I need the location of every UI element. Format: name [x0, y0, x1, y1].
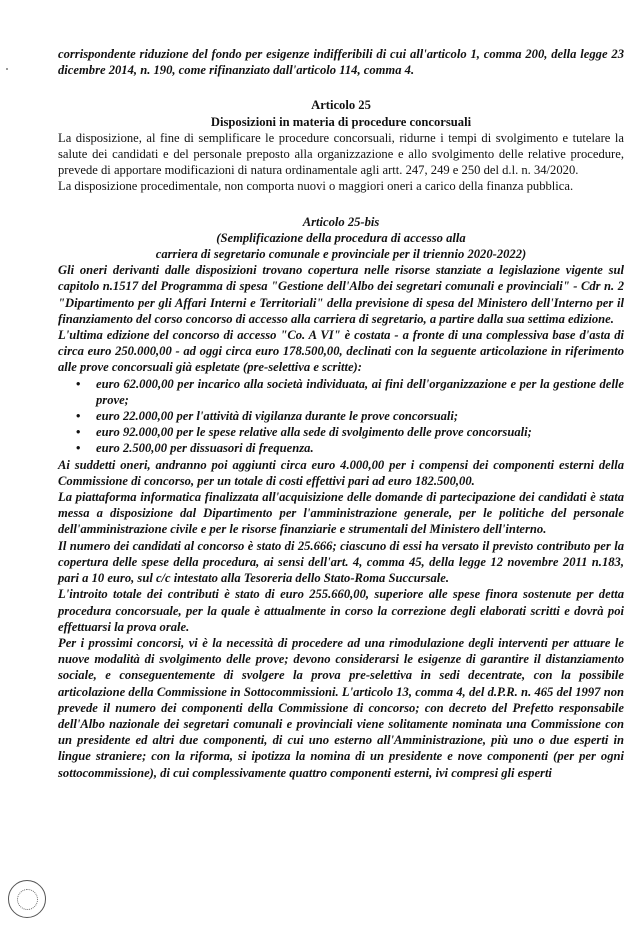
bullet-icon: •: [76, 441, 81, 456]
bullet-icon: •: [76, 409, 81, 424]
bullet-icon: •: [76, 425, 81, 440]
document-page: [58, 46, 624, 781]
intro-paragraph: corrispondente riduzione del fondo per esigenze indifferibili di cui all'articolo 1, comma 200, della legge 23 dicembre 2014, n. 190, come rifinanziato dall'articolo 114, comma 4.: [58, 47, 624, 78]
list-item-text: euro 22.000,00 per l'attività di vigilanza durante le prove concorsuali;: [96, 409, 459, 424]
article-25-paragraph-2: La disposizione procedimentale, non comporta nuovi o maggiori oneri a carico della finanza pubblica.: [58, 179, 574, 194]
bullet-icon: •: [76, 376, 81, 391]
list-item: [76, 440, 624, 456]
article-25-paragraph-1: La disposizione, al fine di semplificare le procedure concorsuali, ridurne i tempi di svolgimento e tutelare la salute dei candidati e del personale preposto alla organizzazione e allo svolgimento delle relative procedure, prevede di apportare modificazioni di natura ordinamentale agli artt. 247, 249 e 250 del d.l. n. 34/2020.: [58, 130, 624, 178]
article-25bis-paragraph-2: L'ultima edizione del concorso di accesso "Co. A VI" è costata - a fronte di una complessiva base d'asta di circa euro 250.000,00 - ad oggi circa euro 178.500,00, declinati con la seguente articolazione in riferimento alle prove concorsuali già espletate (pre-selettiva e scritte):: [58, 328, 624, 375]
article-25bis-paragraph-7: Per i prossimi concorsi, vi è la necessità di procedere ad una rimodulazione degli interventi per attuare le nuove modalità di svolgimento delle prove; devono considerarsi le esigenze di garantire il distanziamento sociale, e conseguentemente di svolgere la prova pre-selettiva in sedi decentrate, con la possibile articolazione della Commissione in Sottocommissioni. L'articolo 13, comma 4, del d.P.R. n. 465 del 1997 non prevede il numero dei componenti della Commissione di concorso; con decreto del Prefetto responsabile dell'Albo nazionale dei segretari comunali e provinciali viene solitamente nominata una Commissione con un presidente ed altri due componenti, di cui uno esterno all'Amministrazione, più uno o due esperti in lingue straniere; con la riforma, si ipotizza la nomina di un presidente e nove componenti (per per ogni sottocommissione), di cui complessivamente quattro componenti esterni, ivi compresi gli esperti: [58, 635, 624, 780]
article-25-subtitle: Disposizioni in materia di procedure concorsuali: [210, 114, 472, 129]
list-item: [76, 424, 624, 440]
list-item: [76, 408, 624, 424]
article-25-title: Articolo 25: [311, 98, 371, 113]
list-item-text: euro 2.500,00 per dissuasori di frequenza.: [96, 441, 314, 456]
list-item-text: euro 92.000,00 per le spese relative alla sede di svolgimento delle prove concorsuali;: [96, 425, 532, 440]
cost-breakdown-list: [58, 376, 624, 457]
article-25bis-paragraph-5: Il numero dei candidati al concorso è stato di 25.666; ciascuno di essi ha versato il previsto contributo per la copertura delle spese della procedura, ai sensi dell'art. 4, comma 45, della legge 12 novembre 2011 n.183, pari a 10 euro, sul c/c intestato alla Tesoreria dello Stato-Roma Succursale.: [58, 538, 624, 586]
list-item: [76, 376, 624, 408]
list-item-text: euro 62.000,00 per incarico alla società individuata, ai fini dell'organizzazione e per la gestione delle prove;: [96, 376, 624, 407]
official-stamp: [8, 880, 46, 918]
article-25bis-paragraph-6: L'introito totale dei contributi è stato di euro 255.660,00, superiore alle spese finora sostenute per detta procedura concorsuale, per la quale è attualmente in corso la correzione degli elaborati scritti e dovrà poi effettuarsi la prova orale.: [58, 587, 624, 634]
article-25bis-title: Articolo 25-bis: [302, 214, 380, 229]
scan-mark: [6, 68, 8, 70]
article-25bis-paragraph-3: Ai suddetti oneri, andranno poi aggiunti circa euro 4.000,00 per i compensi dei componenti esterni della Commissione di concorso, per un totale di costi effettivi pari ad euro 182.500,00.: [58, 457, 624, 488]
article-25bis-subtitle-line-1: (Semplificazione della procedura di accesso alla: [216, 230, 466, 245]
article-25bis-paragraph-4: La piattaforma informatica finalizzata all'acquisizione delle domande di partecipazione dei candidati è stata messa a disposizione dal Dipartimento per l'amministrazione generale, per le politiche del personale dell'amministrazione civile e per le risorse finanziarie e strumentali del Ministero dell'interno.: [58, 490, 624, 537]
article-25bis-subtitle-line-2: carriera di segretario comunale e provinciale per il triennio 2020-2022): [155, 247, 527, 262]
article-25bis-paragraph-1: Gli oneri derivanti dalle disposizioni trovano copertura nelle risorse stanziate a legislazione vigente sul capitolo n.1517 del Programma di spesa "Gestione dell'Albo dei segretari comunali e provinciali" - Cdr n. 2 "Dipartimento per gli Affari Interni e Territoriali" della previsione di spesa del Ministero dell'Interno per il finanziamento del corso concorso di accesso alla carriera di segretario, a partire dalla sua settima edizione.: [58, 263, 624, 326]
